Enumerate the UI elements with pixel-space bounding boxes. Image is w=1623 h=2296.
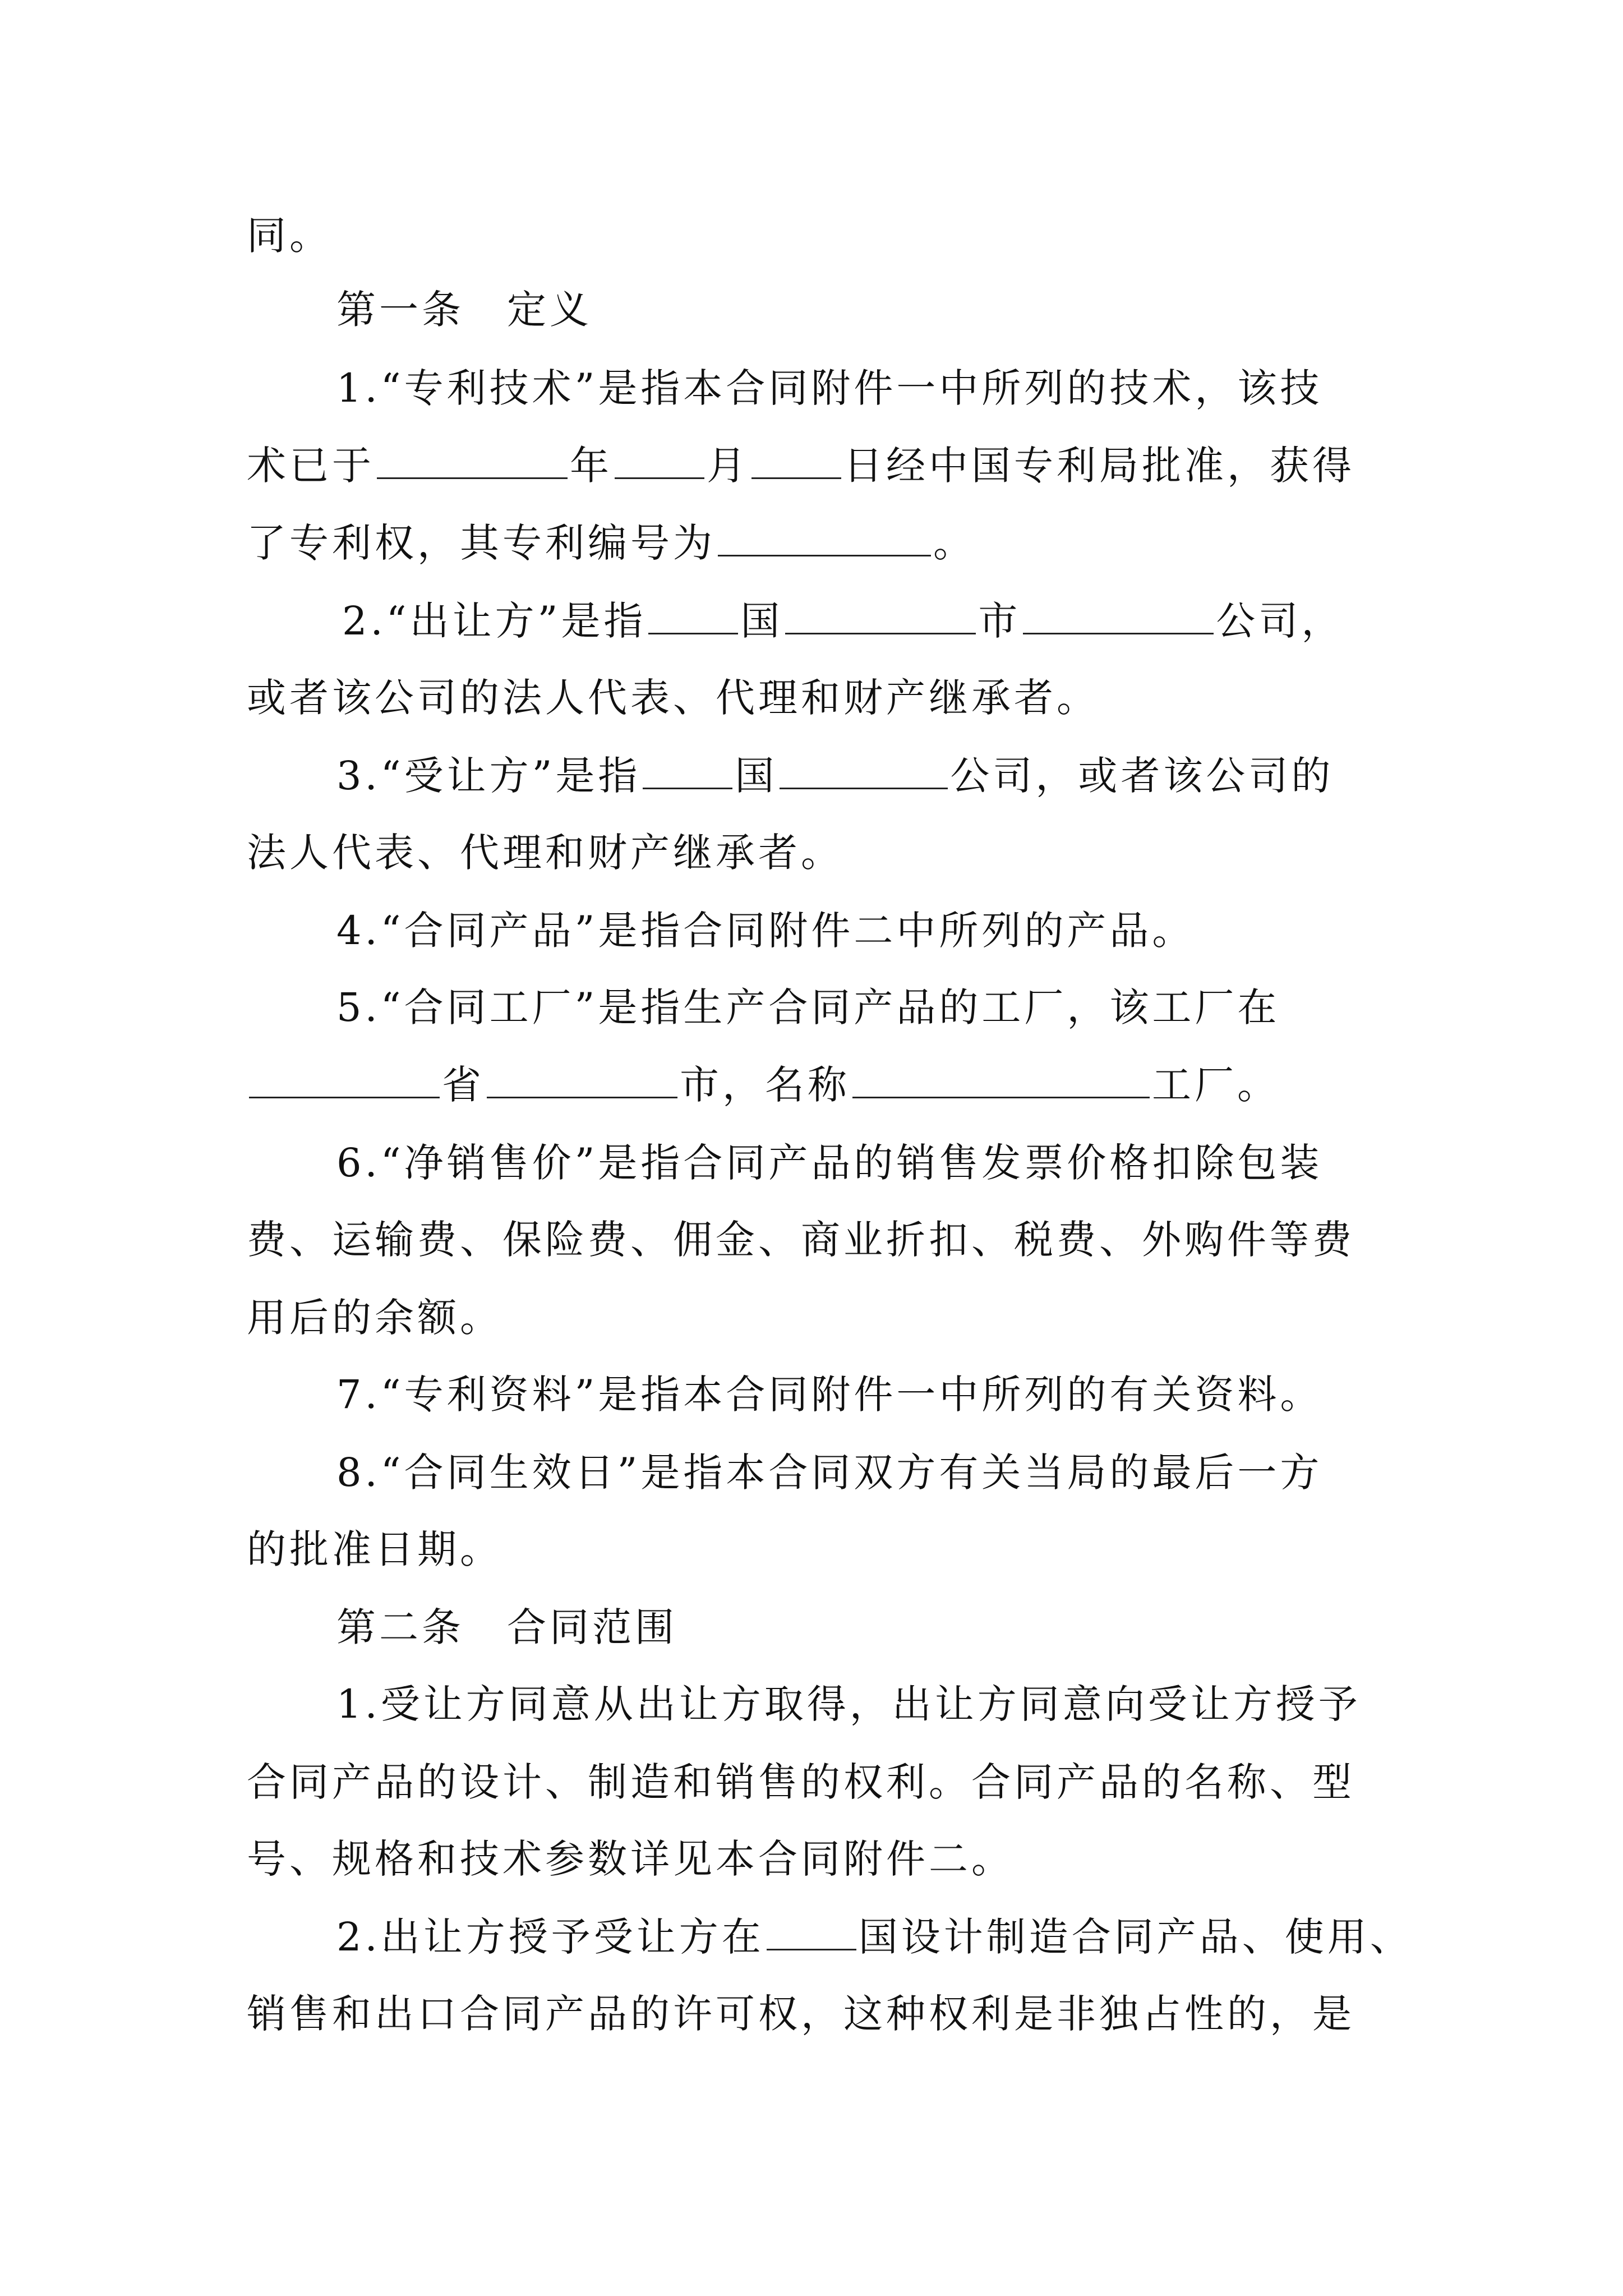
text-segment: 工厂。 [1152, 1062, 1280, 1108]
text-segment: 合同产品的设计、制造和销售的权利。合同产品的名称、型 [247, 1759, 1355, 1805]
fill-blank[interactable] [785, 596, 976, 634]
fill-blank[interactable] [780, 751, 948, 789]
text-line [336, 1903, 1413, 1971]
text-segment: 法人代表、代理和财产继承者。 [247, 830, 843, 876]
text-segment: 1.受让方同意从出让方取得，出让方同意向受让方授予 [336, 1681, 1361, 1727]
text-segment: 市，名称 [680, 1062, 850, 1108]
text-segment: 省 [442, 1062, 485, 1108]
text-line [247, 1516, 502, 1583]
text-segment: 或者该公司的法人代表、代理和财产继承者。 [247, 675, 1099, 721]
text-segment: 的批准日期。 [247, 1526, 502, 1572]
fill-blank[interactable] [718, 518, 931, 556]
text-segment: 同。 [247, 213, 332, 259]
text-line [336, 1671, 1361, 1738]
section-heading [336, 276, 592, 343]
text-segment: 月 [707, 443, 749, 489]
fill-blank[interactable] [648, 596, 738, 634]
text-line [247, 432, 1355, 499]
fill-blank[interactable] [767, 1912, 856, 1950]
text-line [336, 897, 1195, 964]
text-segment: 4.“合同产品”是指合同附件二中所列的产品。 [336, 908, 1195, 954]
text-segment: 7.“专利资料”是指本合同附件一中所列的有关资料。 [336, 1372, 1323, 1418]
text-line [247, 1206, 1355, 1273]
text-line [247, 202, 332, 269]
text-line [247, 1051, 1280, 1119]
text-segment: 2.出让方授予受让方在 [336, 1914, 764, 1960]
fill-blank[interactable] [249, 1060, 440, 1098]
text-segment: 公司，或者该公司的 [950, 753, 1334, 799]
section-heading [336, 1594, 677, 1661]
fill-blank[interactable] [751, 440, 841, 479]
text-segment: 5.“合同工厂”是指生产合同产品的工厂，该工厂在 [336, 984, 1280, 1030]
text-segment: 。 [933, 520, 976, 566]
text-line [247, 1749, 1355, 1816]
text-segment: 6.“净销售价”是指合同产品的销售发票价格扣除包装 [336, 1140, 1323, 1186]
text-segment: 国 [735, 753, 778, 799]
text-line [247, 509, 976, 577]
fill-blank[interactable] [1023, 596, 1214, 634]
text-segment: 日经中国专利局批准，获得 [843, 443, 1355, 489]
text-line [336, 355, 1322, 422]
text-segment: 术已于 [247, 443, 375, 489]
fill-blank[interactable] [377, 440, 568, 479]
text-segment: 销售和出口合同产品的许可权，这种权利是非独占性的，是 [247, 1991, 1355, 2037]
text-segment: 1.“专利技术”是指本合同附件一中所列的技术，该技 [336, 365, 1323, 411]
fill-blank[interactable] [615, 440, 704, 479]
text-segment: 国设计制造合同产品、使用、 [858, 1914, 1413, 1960]
text-line [336, 742, 1334, 809]
text-line [247, 1825, 1014, 1893]
text-line [247, 819, 843, 886]
text-line [336, 1439, 1322, 1506]
text-segment: 公司， [1216, 598, 1344, 644]
text-segment: 年 [570, 443, 612, 489]
text-segment: 号、规格和技术参数详见本合同附件二。 [247, 1836, 1014, 1882]
text-segment: 第一条 定义 [336, 287, 592, 333]
text-segment: 用后的余额。 [247, 1295, 502, 1341]
text-line [336, 1361, 1322, 1428]
text-segment: 8.“合同生效日”是指本合同双方有关当局的最后一方 [336, 1450, 1323, 1496]
fill-blank[interactable] [487, 1060, 677, 1098]
text-segment: 3.“受让方”是指 [336, 753, 641, 799]
text-segment: 费、运输费、保险费、佣金、商业折扣、税费、外购件等费 [247, 1217, 1355, 1263]
text-segment: 了专利权，其专利编号为 [247, 520, 716, 566]
fill-blank[interactable] [852, 1060, 1150, 1098]
text-segment: 市 [978, 598, 1021, 644]
text-line [336, 974, 1280, 1041]
fill-blank[interactable] [643, 751, 732, 789]
text-line [336, 1129, 1322, 1197]
text-segment: 第二条 合同范围 [336, 1604, 677, 1650]
text-line [247, 1284, 502, 1351]
text-line [342, 587, 1344, 655]
text-line [247, 1980, 1355, 2047]
text-line [247, 664, 1099, 731]
text-segment: 国 [740, 598, 783, 644]
text-segment: 2.“出让方”是指 [342, 598, 647, 644]
